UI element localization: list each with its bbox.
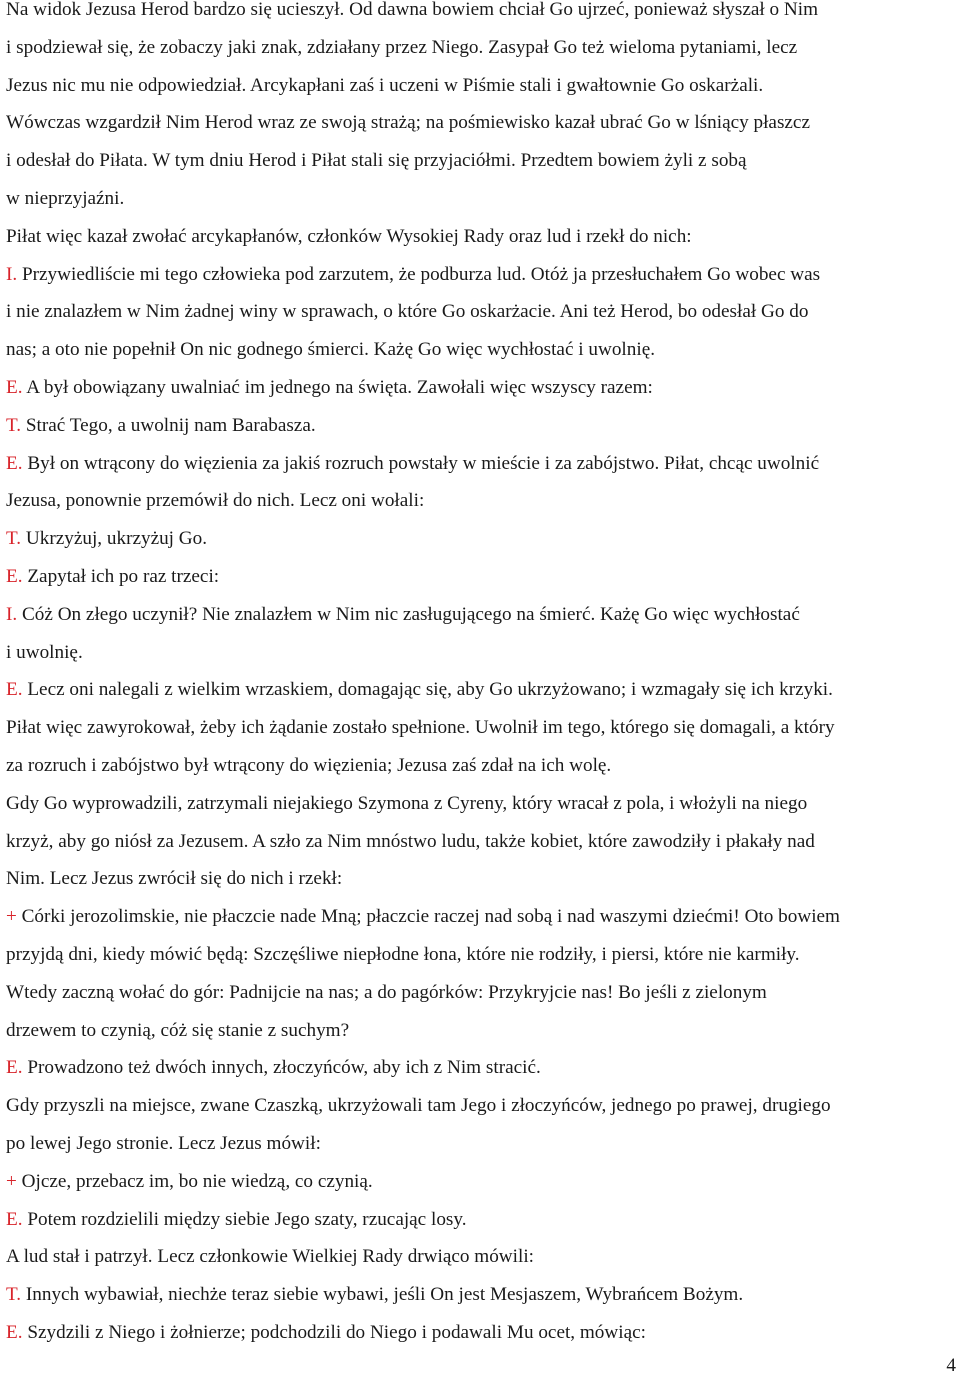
text-line — [6, 605, 800, 624]
text-line — [6, 718, 835, 737]
line-text: Zapytał ich po raz trzeci: — [22, 566, 220, 587]
text-line — [6, 416, 316, 435]
speaker-marker: E. — [6, 1057, 23, 1079]
speaker-marker: T. — [6, 1284, 22, 1306]
text-line — [6, 38, 797, 57]
line-text: Lecz oni nalegali z wielkim wrzaskiem, domagając się, aby Go ukrzyżowano; i wzmagały się ich krzyki. — [22, 679, 833, 701]
line-text: Ukrzyżuj, ukrzyżuj Go. — [21, 528, 208, 550]
line-text: nas; a oto nie popełnił On nic godnego śmierci. Każę Go więc wychłostać i uwolnię. — [6, 339, 656, 361]
text-line — [6, 567, 219, 586]
text-line — [6, 794, 807, 813]
line-text: za rozruch i zabójstwo był wtrącony do więzienia; Jezusa zaś zdał na ich wolę. — [6, 755, 612, 776]
speaker-marker: E. — [6, 452, 23, 474]
text-line — [6, 378, 653, 397]
line-text: krzyż, aby go niósł za Jezusem. A szło za Nim mnóstwo ludu, także kobiet, które zawodziły i płakały nad — [6, 830, 815, 852]
text-line — [6, 643, 83, 662]
text-line — [6, 76, 763, 95]
speaker-marker: E. — [6, 566, 23, 587]
line-text: Jezus nic mu nie odpowiedział. Arcykapłani zaś i uczeni w Piśmie stali i gwałtownie Go oskarżali. — [6, 74, 764, 96]
text-line — [6, 113, 810, 132]
line-text: Prowadzono też dwóch innych, złoczyńców, aby ich z Nim stracić. — [22, 1057, 541, 1079]
text-line — [6, 832, 815, 851]
speaker-marker: E. — [6, 679, 23, 701]
text-line — [6, 302, 808, 321]
line-text: Córki jerozolimskie, nie płaczcie nade Mną; płaczcie raczej nad sobą i nad waszymi dziećmi! Oto bowiem — [16, 906, 840, 928]
line-text: Strać Tego, a uwolnij nam Barabasza. — [21, 414, 316, 436]
line-text: Nim. Lecz Jezus zwrócił się do nich i rzekł: — [6, 868, 343, 890]
text-line — [6, 1021, 349, 1040]
line-text: Wtedy zaczną wołać do gór: Padnijcie na nas; a do pagórków: Przykryjcie nas! Bo jeśli z zielonym — [6, 981, 767, 1003]
speaker-marker: E. — [6, 1322, 23, 1343]
text-line — [6, 151, 747, 170]
text-line — [6, 491, 424, 510]
text-line — [6, 1323, 646, 1342]
line-text: Piłat więc kazał zwołać arcykapłanów, członków Wysokiej Rady oraz lud i rzekł do nich: — [6, 225, 692, 247]
text-line — [6, 1210, 467, 1229]
text-line — [6, 907, 840, 926]
line-text: Piłat więc zawyrokował, żeby ich żądanie zostało spełnione. Uwolnił im tego, którego się domagali, a który — [6, 717, 835, 739]
line-text: A lud stał i patrzył. Lecz członkowie Wielkiej Rady drwiąco mówili: — [6, 1246, 534, 1268]
line-text: Cóż On złego uczynił? Nie znalazłem w Nim nic zasługującego na śmierć. Każę Go więc wychłostać — [17, 603, 800, 625]
text-line — [6, 1172, 373, 1191]
text-line — [6, 756, 611, 775]
speaker-marker: + — [6, 1170, 17, 1192]
line-text: Był on wtrącony do więzienia za jakiś rozruch powstały w mieście i za zabójstwo. Piłat, chcąc uwolnić — [22, 452, 820, 474]
text-line — [6, 1285, 743, 1304]
speaker-marker: E. — [6, 377, 23, 398]
line-text: drzewem to czynią, cóż się stanie z suchym? — [6, 1019, 350, 1041]
text-line — [6, 680, 833, 699]
line-text: Gdy Go wyprowadzili, zatrzymali niejakiego Szymona z Cyreny, który wracał z pola, i włożyli na niego — [6, 792, 808, 814]
text-line — [6, 1096, 831, 1115]
line-text: w nieprzyjaźni. — [6, 188, 125, 209]
text-line — [6, 1247, 534, 1266]
text-line — [6, 227, 692, 246]
speaker-marker: I. — [6, 603, 18, 625]
text-line — [6, 529, 207, 548]
line-text: Wówczas wzgardził Nim Herod wraz ze swoją strażą; na pośmiewisko kazał ubrać Go w lśniący płaszcz — [6, 112, 810, 134]
text-line — [6, 0, 818, 19]
line-text: Szydzili z Niego i żołnierze; podchodzili do Niego i podawali Mu ocet, mówiąc: — [22, 1322, 646, 1343]
line-text: przyjdą dni, kiedy mówić będą: Szczęśliwe niepłodne łona, które nie rodziły, i piersi, które nie karmiły. — [6, 944, 800, 965]
speaker-marker: + — [6, 906, 17, 928]
speaker-marker: E. — [6, 1208, 23, 1230]
line-text: Potem rozdzielili między siebie Jego szaty, rzucając losy. — [22, 1208, 467, 1230]
speaker-marker: I. — [6, 263, 18, 285]
text-line — [6, 1134, 321, 1153]
text-line — [6, 1058, 541, 1077]
line-text: i nie znalazłem w Nim żadnej winy w sprawach, o które Go oskarżacie. Ani też Herod, bo odesłał Go do — [6, 301, 809, 323]
text-line — [6, 454, 819, 473]
line-text: A był obowiązany uwalniać im jednego na święta. Zawołali więc wszyscy razem: — [22, 377, 653, 398]
text-line — [6, 869, 342, 888]
speaker-marker: T. — [6, 528, 22, 550]
line-text: Ojcze, przebacz im, bo nie wiedzą, co czynią. — [16, 1170, 373, 1192]
text-line — [6, 945, 800, 964]
line-text: i uwolnię. — [6, 641, 83, 663]
speaker-marker: T. — [6, 414, 22, 436]
line-text: Jezusa, ponownie przemówił do nich. Lecz oni wołali: — [6, 490, 425, 512]
line-text: Przywiedliście mi tego człowieka pod zarzutem, że podburza lud. Otóż ja przesłuchałem Go wobec was — [17, 263, 821, 285]
page-number: 4 — [946, 1355, 956, 1376]
line-text: po lewej Jego stronie. Lecz Jezus mówił: — [6, 1133, 321, 1154]
text-line — [6, 983, 767, 1002]
text-line — [6, 340, 655, 359]
line-text: i odesłał do Piłata. W tym dniu Herod i Piłat stali się przyjaciółmi. Przedtem bowiem żyli z sobą — [6, 150, 747, 172]
line-text: Gdy przyszli na miejsce, zwane Czaszką, ukrzyżowali tam Jego i złoczyńców, jednego po prawej, drugiego — [6, 1095, 831, 1117]
text-line — [6, 189, 124, 208]
line-text: Innych wybawiał, niechże teraz siebie wybawi, jeśli On jest Mesjaszem, Wybrańcem Bożym. — [21, 1284, 744, 1306]
line-text: i spodziewał się, że zobaczy jaki znak, zdziałany przez Niego. Zasypał Go też wieloma pytaniami, lecz — [6, 36, 798, 58]
text-line — [6, 265, 820, 284]
line-text: Na widok Jezusa Herod bardzo się ucieszył. Od dawna bowiem chciał Go ujrzeć, ponieważ słyszał o Nim — [6, 0, 819, 20]
